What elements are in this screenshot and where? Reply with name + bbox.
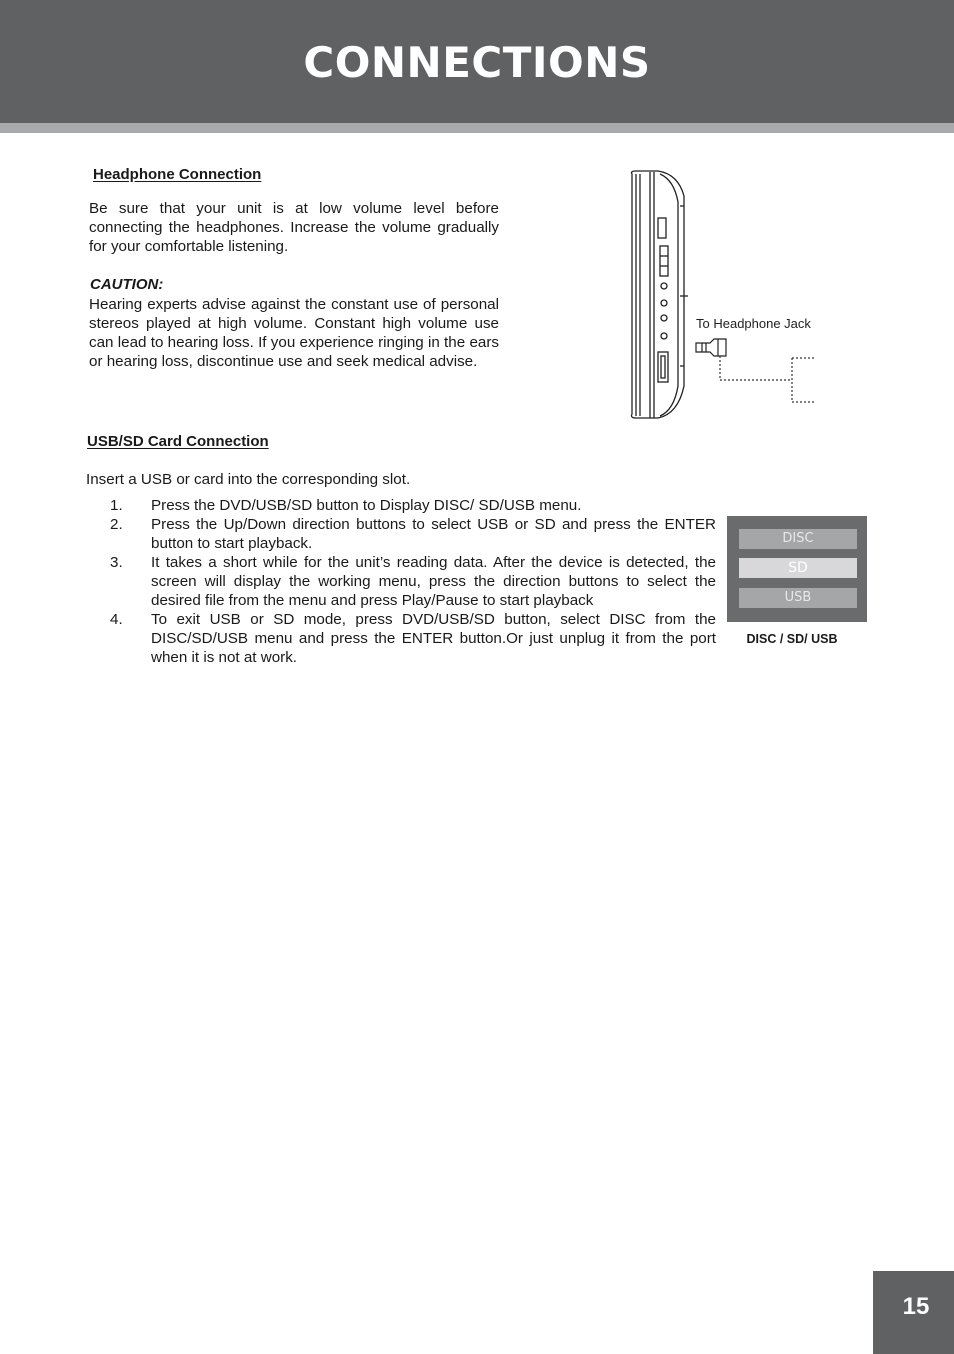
headphone-intro: Be sure that your unit is at low volume level before connecting the headphones. Increase the volume gradually for your comfortable listening.	[89, 200, 499, 255]
player-side-view-illustration	[618, 166, 828, 424]
step-text: Press the Up/Down direction buttons to select USB or SD and press the ENTER button to start playback.	[151, 516, 716, 552]
page-number-tab	[873, 1271, 954, 1354]
header-divider	[0, 123, 954, 133]
usb-sd-intro: Insert a USB or card into the corresponding slot.	[86, 471, 411, 488]
menu-caption: DISC / SD/ USB	[746, 632, 838, 646]
source-menu-illustration	[727, 516, 867, 622]
step-text: It takes a short while for the unit’s reading data. After the device is detected, the screen will display the working menu, press the direction buttons to select the desired file from the menu and press Play/Pause to start playback	[151, 554, 716, 609]
step-number: 4.	[110, 611, 123, 628]
menu-item-disc: DISC	[739, 529, 857, 549]
step-item	[86, 515, 716, 553]
page-number: 15	[902, 1293, 930, 1320]
usb-sd-heading: USB/SD Card Connection	[87, 433, 269, 450]
page-title: CONNECTIONS	[303, 38, 651, 87]
headphone-jack-label: To Headphone Jack	[696, 316, 811, 331]
menu-item-sd: SD	[739, 558, 857, 578]
step-text: To exit USB or SD mode, press DVD/USB/SD button, select DISC from the DISC/SD/USB menu and press the ENTER button.Or just unplug it from the port when it is not at work.	[151, 611, 716, 666]
caution-label: CAUTION:	[90, 276, 164, 293]
step-text: Press the DVD/USB/SD button to Display DISC/ SD/USB menu.	[151, 497, 582, 514]
step-number: 3.	[110, 554, 123, 571]
headphone-heading: Headphone Connection	[93, 166, 262, 183]
usb-sd-steps	[86, 496, 716, 667]
step-item	[86, 553, 716, 610]
step-number: 2.	[110, 516, 123, 533]
caution-text: Hearing experts advise against the constant use of personal stereos played at high volume. Constant high volume use can lead to hearing loss. If you experience ringing in the ears or hearing loss, discontinue use and seek medical advise.	[89, 296, 499, 370]
page-header	[0, 0, 954, 123]
step-number: 1.	[110, 497, 123, 514]
step-item	[86, 496, 716, 515]
menu-item-usb: USB	[739, 588, 857, 608]
step-item	[86, 610, 716, 667]
